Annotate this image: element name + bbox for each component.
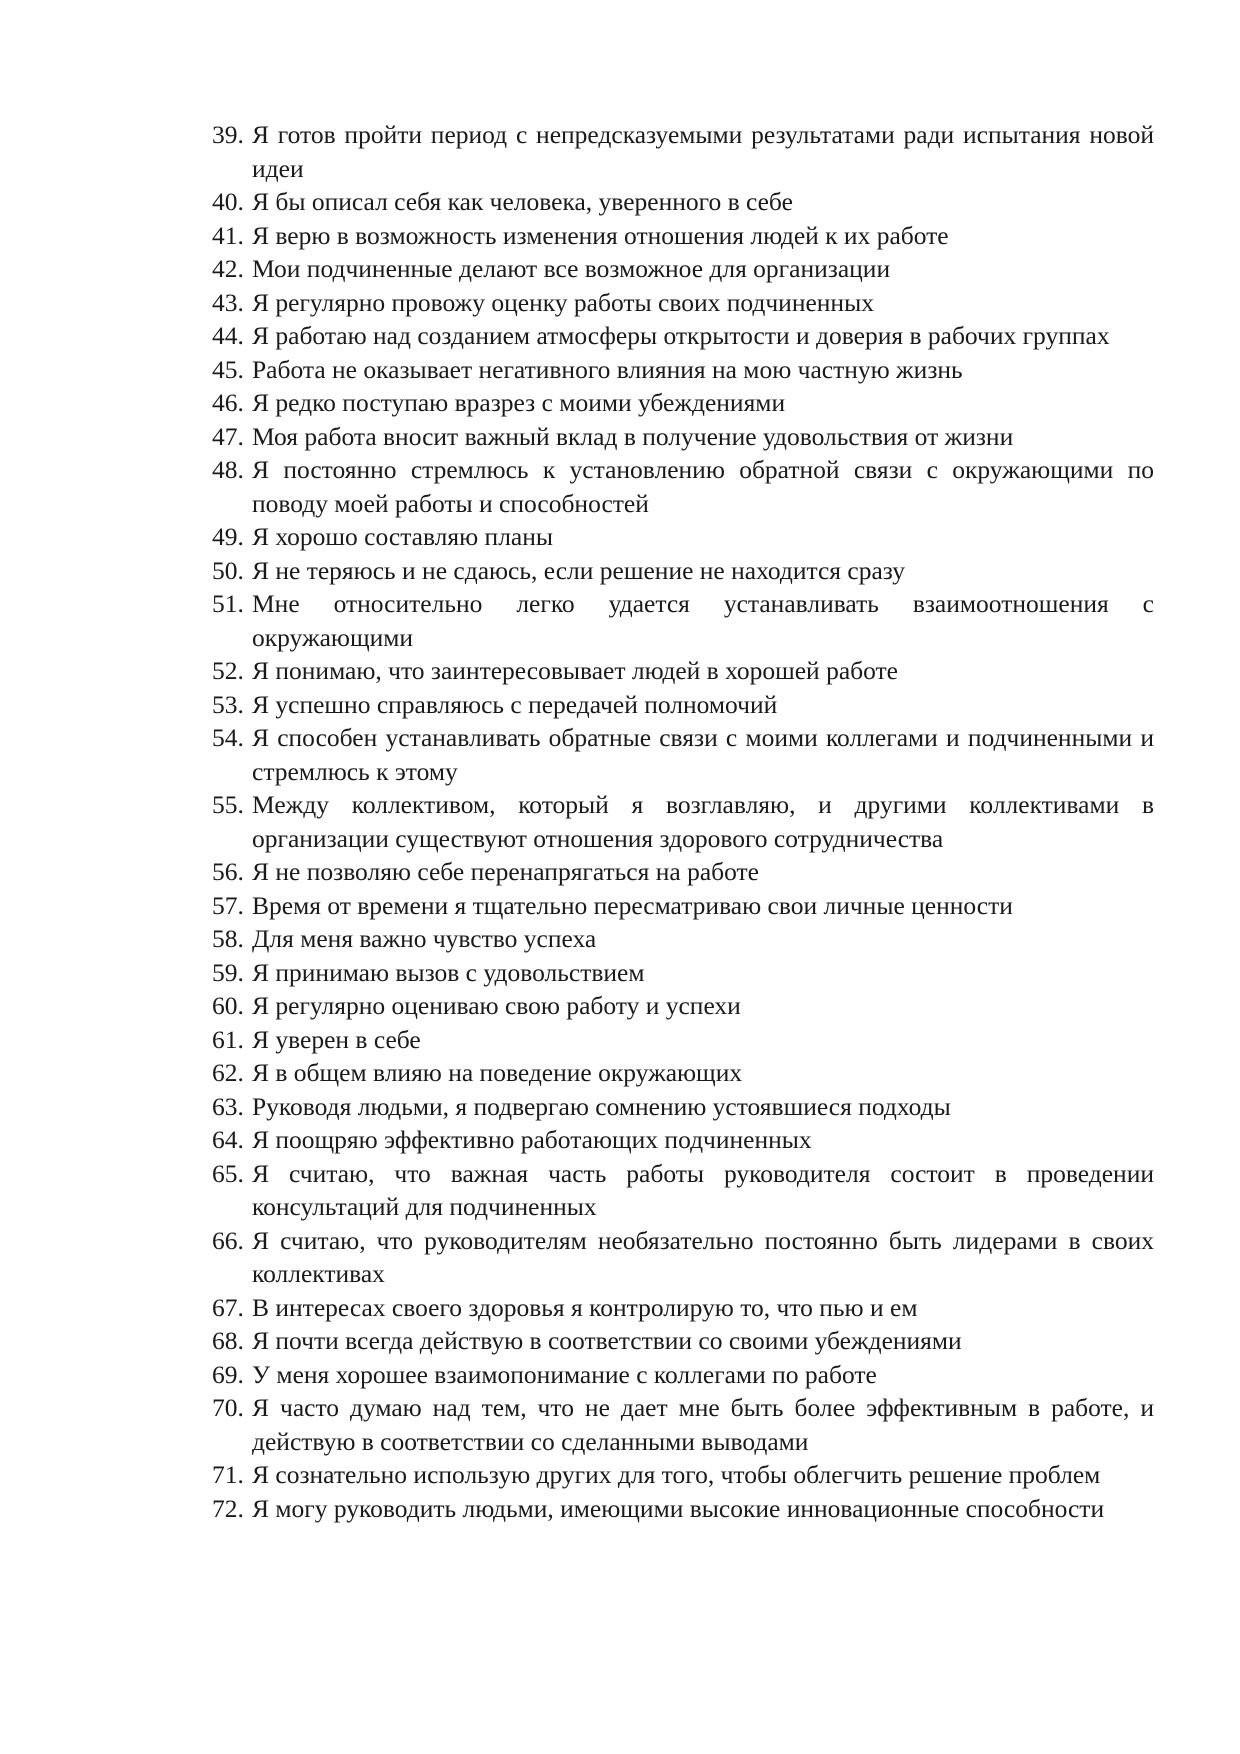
- statement-item: [212, 1492, 1154, 1526]
- statement-text: Я считаю, что руководителям необязательно постоянно быть лидерами в своих коллективах: [252, 1225, 1154, 1288]
- statement-text: Между коллективом, который я возглавляю, и другими коллективами в организации существуют отношения здорового сотрудничества: [252, 790, 1154, 853]
- statement-text: Я успешно справляюсь с передачей полномочий: [252, 689, 778, 719]
- statement-item: [212, 855, 1154, 889]
- statement-text: Мои подчиненные делают все возможное для организации: [252, 254, 891, 283]
- statement-number: 47.: [212, 421, 244, 451]
- statement-number: 49.: [212, 522, 244, 551]
- statement-number: 69.: [212, 1359, 244, 1389]
- statement-item: [212, 286, 1154, 320]
- statement-number: 56.: [212, 857, 244, 886]
- statement-number: 53.: [212, 689, 244, 719]
- statement-item: [212, 118, 1154, 185]
- statement-number: 59.: [212, 957, 244, 987]
- statement-item: [212, 319, 1154, 353]
- statement-text: Для меня важно чувство успеха: [252, 924, 597, 953]
- statement-text: Я не теряюсь и не сдаюсь, если решение не находится сразу: [252, 555, 906, 585]
- statement-text: Я постоянно стремлюсь к установлению обратной связи с окружающими по поводу моей работы и способностей: [252, 455, 1154, 518]
- statement-item: [212, 889, 1154, 923]
- statement-text: Время от времени я тщательно пересматриваю свои личные ценности: [252, 890, 1013, 920]
- statement-number: 63.: [212, 1091, 244, 1121]
- statement-text: Я уверен в себе: [252, 1024, 421, 1054]
- statement-item: [212, 1157, 1154, 1224]
- statement-item: [212, 956, 1154, 990]
- statement-item: [212, 219, 1154, 253]
- statement-item: [212, 453, 1154, 520]
- statement-number: 65.: [212, 1158, 244, 1188]
- statement-text: Я регулярно оцениваю свою работу и успехи: [252, 991, 741, 1020]
- statement-item: [212, 1391, 1154, 1458]
- statement-text: Я бы описал себя как человека, уверенного в себе: [252, 187, 793, 216]
- statement-text: Я готов пройти период с непредсказуемыми результатами ради испытания новой идеи: [252, 120, 1154, 183]
- statement-item: [212, 520, 1154, 554]
- statement-text: Я хорошо составляю планы: [252, 522, 554, 551]
- statement-item: [212, 1358, 1154, 1392]
- statement-item: [212, 252, 1154, 286]
- statement-item: [212, 420, 1154, 454]
- statement-text: Я регулярно провожу оценку работы своих подчиненных: [252, 287, 874, 317]
- statement-number: 62.: [212, 1058, 244, 1087]
- statement-item: [212, 386, 1154, 420]
- statement-text: Я принимаю вызов с удовольствием: [252, 957, 645, 987]
- statement-text: Я понимаю, что заинтересовывает людей в хорошей работе: [252, 656, 898, 685]
- statement-text: Я считаю, что важная часть работы руководителя состоит в проведении консультаций для подчиненных: [252, 1158, 1154, 1221]
- statement-text: Я часто думаю над тем, что не дает мне быть более эффективным в работе, и действую в соответствии со сделанными выводами: [252, 1393, 1154, 1456]
- statement-number: 41.: [212, 220, 244, 250]
- statement-item: [212, 1458, 1154, 1492]
- statement-number: 46.: [212, 388, 244, 417]
- statement-text: У меня хорошее взаимопонимание с коллегами по работе: [252, 1359, 877, 1389]
- statement-item: [212, 587, 1154, 654]
- statement-text: Я редко поступаю вразрез с моими убеждениями: [252, 388, 786, 417]
- statement-number: 55.: [212, 790, 244, 819]
- statement-number: 44.: [212, 321, 244, 350]
- statement-number: 51.: [212, 589, 244, 618]
- statement-text: Руководя людьми, я подвергаю сомнению устоявшиеся подходы: [252, 1091, 951, 1121]
- statement-number: 60.: [212, 991, 244, 1020]
- statement-item: [212, 1291, 1154, 1325]
- statement-number: 45.: [212, 354, 244, 384]
- statement-number: 40.: [212, 187, 244, 216]
- statement-item: [212, 1324, 1154, 1358]
- statement-item: [212, 688, 1154, 722]
- statement-number: 70.: [212, 1393, 244, 1422]
- statement-item: [212, 1056, 1154, 1090]
- statement-number: 67.: [212, 1292, 244, 1322]
- statement-item: [212, 788, 1154, 855]
- statement-number: 66.: [212, 1225, 244, 1255]
- statement-text: Я поощряю эффективно работающих подчиненных: [252, 1125, 812, 1154]
- statement-item: [212, 721, 1154, 788]
- statement-item: [212, 922, 1154, 956]
- statement-text: Я верю в возможность изменения отношения людей к их работе: [252, 220, 949, 250]
- statement-number: 57.: [212, 890, 244, 920]
- statement-item: [212, 554, 1154, 588]
- statement-text: В интересах своего здоровья я контролирую то, что пью и ем: [252, 1292, 918, 1322]
- statement-text: Я почти всегда действую в соответствии со своими убеждениями: [252, 1326, 962, 1355]
- statement-item: [212, 353, 1154, 387]
- statement-item: [212, 1090, 1154, 1124]
- statement-item: [212, 989, 1154, 1023]
- statement-number: 39.: [212, 120, 244, 149]
- statement-text: Я могу руководить людьми, имеющими высокие инновационные способности: [252, 1493, 1105, 1523]
- statement-text: Я работаю над созданием атмосферы открытости и доверия в рабочих группах: [252, 321, 1110, 350]
- statement-item: [212, 654, 1154, 688]
- statement-text: Мне относительно легко удается устанавливать взаимоотношения с окружающими: [252, 589, 1154, 652]
- statement-text: Я способен устанавливать обратные связи с моими коллегами и подчиненными и стремлюсь к этому: [252, 723, 1154, 786]
- statement-number: 58.: [212, 924, 244, 953]
- statement-item: [212, 1023, 1154, 1057]
- statement-number: 52.: [212, 656, 244, 685]
- statement-number: 72.: [212, 1493, 244, 1523]
- statement-text: Я в общем влияю на поведение окружающих: [252, 1058, 743, 1087]
- statement-number: 68.: [212, 1326, 244, 1355]
- statement-number: 42.: [212, 254, 244, 283]
- statement-number: 61.: [212, 1024, 244, 1054]
- statement-number: 48.: [212, 455, 244, 484]
- statement-item: [212, 185, 1154, 219]
- statement-number: 50.: [212, 555, 244, 585]
- statement-list: [212, 118, 1154, 1525]
- statement-number: 54.: [212, 723, 244, 752]
- statement-text: Работа не оказывает негативного влияния на мою частную жизнь: [252, 354, 963, 384]
- statement-text: Я не позволяю себе перенапрягаться на работе: [252, 857, 759, 886]
- statement-number: 64.: [212, 1125, 244, 1154]
- statement-number: 43.: [212, 287, 244, 317]
- statement-item: [212, 1123, 1154, 1157]
- statement-text: Моя работа вносит важный вклад в получение удовольствия от жизни: [252, 421, 1014, 451]
- statement-item: [212, 1224, 1154, 1291]
- statement-number: 71.: [212, 1460, 244, 1489]
- statement-text: Я сознательно использую других для того, чтобы облегчить решение проблем: [252, 1460, 1101, 1489]
